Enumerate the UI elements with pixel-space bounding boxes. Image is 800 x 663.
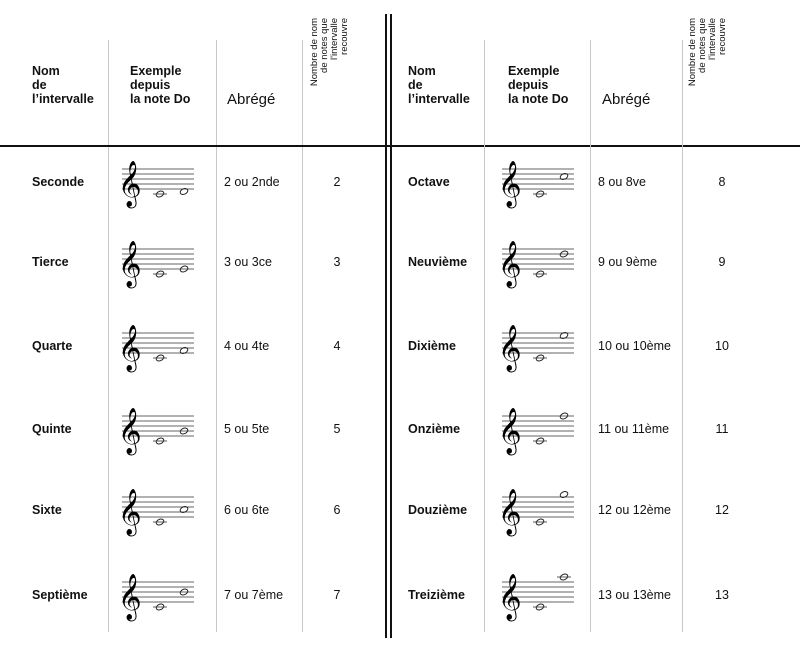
double-separator-line xyxy=(385,14,387,638)
interval-abbreviation: 7 ou 7ème xyxy=(224,588,284,602)
header-name: Nom de l’intervalle xyxy=(408,64,470,106)
header-note-count: Nombre de nom de notes que l'intervalle recouvre xyxy=(309,18,350,87)
interval-name: Quarte xyxy=(32,339,73,353)
interval-abbreviation: 11 ou 11ème xyxy=(598,422,670,436)
header-example: Exemple depuis la note Do xyxy=(508,64,569,106)
interval-example xyxy=(112,568,196,629)
column-divider xyxy=(590,40,591,632)
column-divider xyxy=(682,40,683,632)
staff-notation-icon xyxy=(492,483,576,539)
interval-note-count: 4 xyxy=(333,339,341,353)
interval-note-count: 5 xyxy=(333,422,341,436)
interval-name: Onzième xyxy=(408,422,461,436)
interval-name: Treizième xyxy=(408,588,465,602)
interval-name: Neuvième xyxy=(408,255,468,269)
header-name: Nom de l’intervalle xyxy=(32,64,94,106)
interval-example xyxy=(492,568,576,629)
staff-notation-icon xyxy=(112,155,196,211)
table-left-half xyxy=(0,0,382,663)
column-divider xyxy=(216,40,217,632)
staff-notation-icon xyxy=(112,402,196,458)
interval-name: Seconde xyxy=(32,175,85,189)
interval-example xyxy=(492,319,576,380)
interval-abbreviation: 9 ou 9ème xyxy=(598,255,658,269)
staff-notation-icon xyxy=(112,235,196,291)
column-divider xyxy=(108,40,109,632)
interval-example xyxy=(112,483,196,544)
column-divider xyxy=(484,40,485,632)
interval-abbreviation: 5 ou 5te xyxy=(224,422,270,436)
interval-example xyxy=(492,235,576,296)
header-note-count: Nombre de nom de notes que l'intervalle recouvre xyxy=(687,18,728,87)
interval-note-count: 13 xyxy=(715,588,729,602)
interval-name: Sixte xyxy=(32,503,62,517)
interval-abbreviation: 12 ou 12ème xyxy=(598,503,671,517)
interval-example xyxy=(492,483,576,544)
interval-note-count: 3 xyxy=(333,255,341,269)
interval-abbreviation: 8 ou 8ve xyxy=(598,175,646,189)
staff-notation-icon xyxy=(112,568,196,624)
staff-notation-icon xyxy=(492,319,576,375)
interval-example xyxy=(112,155,196,216)
staff-notation-icon xyxy=(492,402,576,458)
interval-note-count: 6 xyxy=(333,503,341,517)
staff-notation-icon xyxy=(112,483,196,539)
staff-notation-icon xyxy=(492,568,576,624)
interval-abbreviation: 2 ou 2nde xyxy=(224,175,280,189)
treble-clef-icon: 𝄞 xyxy=(118,574,142,620)
interval-abbreviation: 13 ou 13ème xyxy=(598,588,671,602)
treble-clef-icon: 𝄞 xyxy=(498,325,522,371)
interval-name: Douzième xyxy=(408,503,468,517)
interval-example xyxy=(112,319,196,380)
interval-note-count: 2 xyxy=(333,175,341,189)
interval-note-count: 11 xyxy=(715,422,729,436)
interval-name: Dixième xyxy=(408,339,456,353)
header-abbreviation: Abrégé xyxy=(602,91,651,108)
treble-clef-icon: 𝄞 xyxy=(118,408,142,454)
treble-clef-icon: 𝄞 xyxy=(498,408,522,454)
interval-name: Septième xyxy=(32,588,88,602)
staff-notation-icon xyxy=(492,155,576,211)
interval-example xyxy=(112,235,196,296)
treble-clef-icon: 𝄞 xyxy=(498,161,522,207)
interval-note-count: 9 xyxy=(718,255,726,269)
interval-name: Quinte xyxy=(32,422,72,436)
interval-example xyxy=(492,402,576,463)
treble-clef-icon: 𝄞 xyxy=(498,574,522,620)
treble-clef-icon: 𝄞 xyxy=(498,241,522,287)
interval-note-count: 8 xyxy=(718,175,726,189)
header-example: Exemple depuis la note Do xyxy=(130,64,191,106)
interval-name: Octave xyxy=(408,175,450,189)
interval-example xyxy=(492,155,576,216)
interval-note-count: 10 xyxy=(715,339,729,353)
treble-clef-icon: 𝄞 xyxy=(118,161,142,207)
interval-abbreviation: 4 ou 4te xyxy=(224,339,270,353)
treble-clef-icon: 𝄞 xyxy=(498,489,522,535)
column-divider xyxy=(302,40,303,632)
interval-note-count: 12 xyxy=(715,503,729,517)
interval-example xyxy=(112,402,196,463)
staff-notation-icon xyxy=(112,319,196,375)
treble-clef-icon: 𝄞 xyxy=(118,489,142,535)
staff-notation-icon xyxy=(492,235,576,291)
interval-abbreviation: 10 ou 10ème xyxy=(598,339,671,353)
header-abbreviation: Abrégé xyxy=(227,91,276,108)
table-right-half xyxy=(392,0,774,663)
interval-name: Tierce xyxy=(32,255,69,269)
interval-note-count: 7 xyxy=(333,588,341,602)
interval-abbreviation: 6 ou 6te xyxy=(224,503,270,517)
treble-clef-icon: 𝄞 xyxy=(118,325,142,371)
treble-clef-icon: 𝄞 xyxy=(118,241,142,287)
interval-abbreviation: 3 ou 3ce xyxy=(224,255,272,269)
